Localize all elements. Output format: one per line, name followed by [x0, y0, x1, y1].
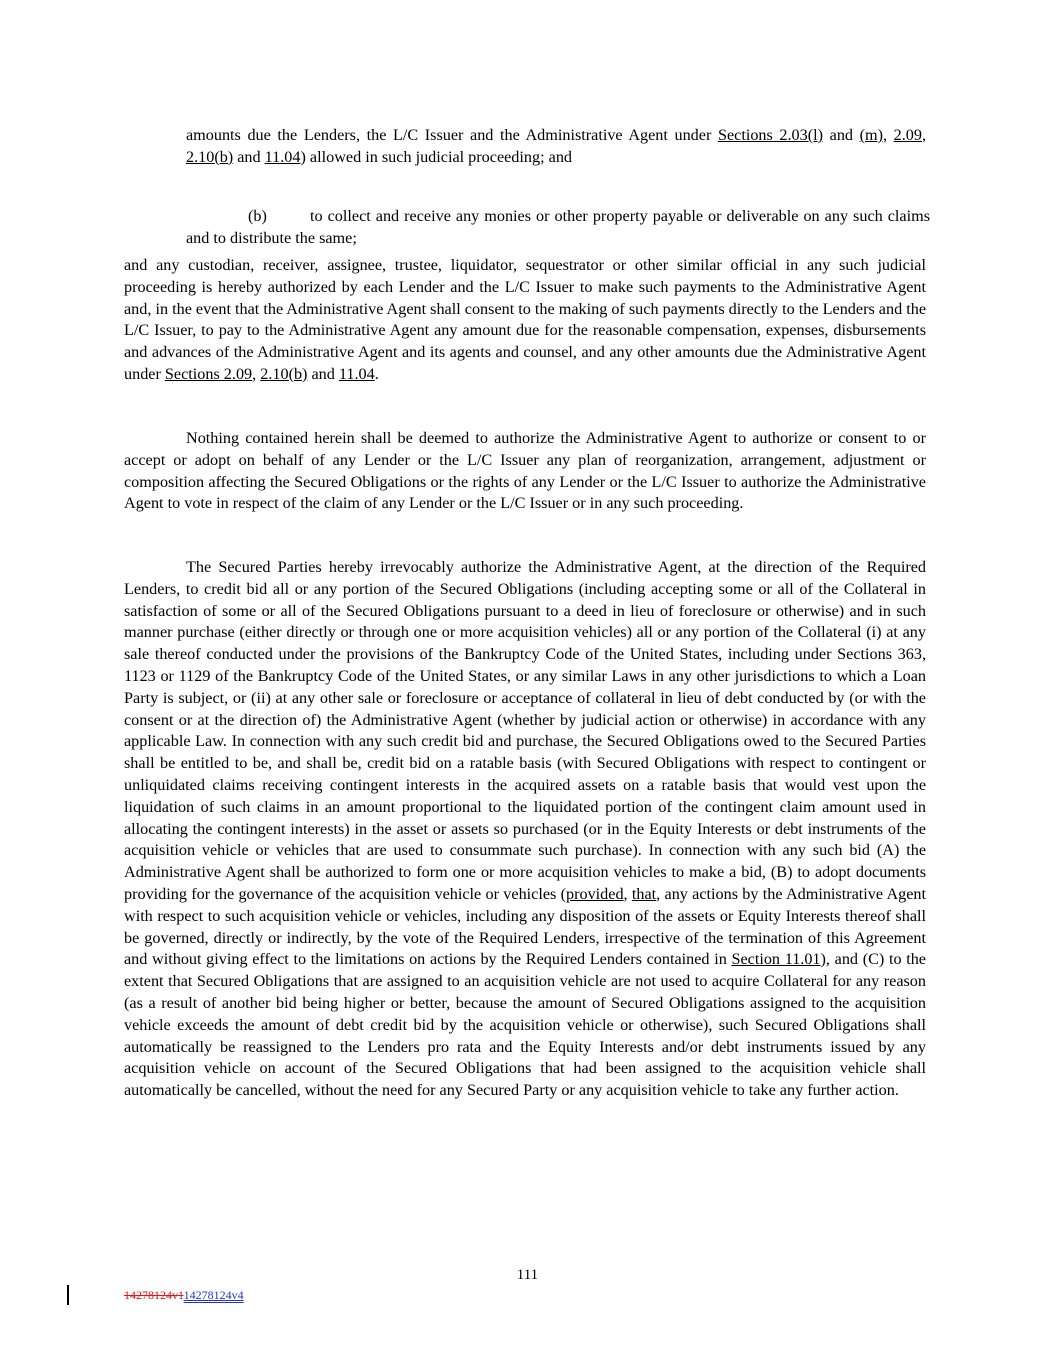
document-id: [124, 1288, 244, 1303]
clause-b-text: to collect and receive any monies or other property payable or deliverable on any such claims and to distribute the same;: [186, 207, 930, 247]
cross-reference-2-09: 2.09: [893, 126, 922, 144]
text-run: .: [374, 364, 379, 383]
cross-reference-11-04: 11.04: [264, 147, 301, 166]
cross-reference-section-11-01: Section 11.01: [731, 950, 821, 969]
text-run: The Secured Parties hereby irrevocably authorize the Administrative Agent, at the direction of the Required Lenders, to credit bid all or any portion of the Secured Obligations (including accepting some or all of the Collateral in satisfaction of some or all of the Secured Obligations pursuant to a deed in lieu of foreclosure or otherwise) and in such manner purchase (either directly or through one or more acquisition vehicles) all or any portion of the Collateral (i) at any sale thereof conducted under the provisions of the Bankruptcy Code of the United States, including under Sections 363, 1123 or 1129 of the Bankruptcy Code of the United States, or any similar Laws in any other jurisdictions to which a Loan Party is subject, or (ii) at any other sale or foreclosure or acceptance of collateral in lieu of debt conducted by (or with the consent or at the direction of) the Administrative Agent (whether by judicial action or otherwise) in accordance with any applicable Law. In connection with any such credit bid and purchase, the Secured Obligations owed to the Secured Parties shall be entitled to be, and shall be, credit bid on a ratable basis (with Secured Obligations with respect to contingent or unliquidated claims receiving contingent interests in the acquired assets on a ratable basis that would vest upon the liquidation of such claims in an amount proportional to the liquidated portion of the contingent claim amount used in allocating the contingent interests) in the asset or assets so purchased (or in the Equity Interests or debt instruments of the acquisition vehicle or vehicles that are used to consummate such purchase). In connection with any such bid (A) the Administrative Agent shall be authorized to form one or more acquisition vehicles to make a bid, (B) to adopt documents providing for the governance of the acquisition vehicle or vehicles (: [124, 558, 926, 903]
text-run: ) allowed in such judicial proceeding; and: [300, 147, 573, 166]
text-run: ,: [252, 364, 261, 383]
paragraph-credit-bid: [124, 557, 926, 1102]
text-run: and: [307, 364, 339, 383]
term-that: that: [631, 884, 657, 903]
text-run: and any custodian, receiver, assignee, trustee, liquidator, sequestrator or other similar official in any such judicial proceeding is hereby authorized by each Lender and the L/C Issuer to make such payments to the Administrative Agent and, in the event that the Administrative Agent shall consent to the making of such payments directly to the Lenders and the L/C Issuer, to pay to the Administrative Agent any amount due for the reasonable compensation, expenses, disbursements and advances of the Administrative Agent and its agents and counsel, and any other amounts due the Administrative Agent under: [124, 256, 926, 383]
text-run: ), and (C) to the extent that Secured Obligations that are assigned to an acquisition vehicle are not used to acquire Collateral for any reason (as a result of another bid being higher or better, because the amount of Secured Obligations assigned to the acquisition vehicle exceeds the amount of debt credit bid by the acquisition vehicle or otherwise), such Secured Obligations shall automatically be reassigned to the Lenders pro rata and the Equity Interests and/or debt instruments issued by any acquisition vehicle on account of the Secured Obligations that had been assigned to the acquisition vehicle shall automatically be cancelled, without the need for any Secured Party or any acquisition vehicle to take any further action.: [124, 950, 926, 1100]
change-bar: [67, 1285, 69, 1305]
text-run: Nothing contained herein shall be deemed to authorize the Administrative Agent to authorize or consent to or accept or adopt on behalf of any Lender or the L/C Issuer any plan of reorganization, arrangement, adjustment or composition affecting the Secured Obligations or the rights of any Lender or the L/C Issuer to authorize the Administrative Agent to vote in respect of the claim of any Lender or the L/C Issuer or in any such proceeding.: [124, 429, 926, 513]
cross-reference-2-10-b: 2.10(b): [260, 364, 308, 383]
text-run: , any actions by the Administrative Agent with respect to such acquisition vehicle or vehicles, including any disposition of the assets or Equity Interests thereof shall be governed, directly or indirectly, by the vote of the Required Lenders, irrespective of the termination of this Agreement and without giving effect to the limitations on actions by the Required Lenders contained in: [124, 884, 927, 969]
cross-reference-sections-2-03-l: Sections 2.03(l): [717, 126, 824, 144]
text-run: ,: [921, 126, 927, 144]
clause-label-b: (b): [248, 207, 267, 226]
cross-reference-m: (m): [859, 126, 883, 144]
document-id-inserted: 14278124v4: [183, 1288, 244, 1302]
cross-reference-2-10-b: 2.10(b): [186, 147, 234, 166]
page-number: 111: [516, 1267, 539, 1283]
cross-reference-11-04: 11.04: [338, 364, 375, 383]
paragraph-nothing-contained: [124, 428, 926, 515]
text-run: ,: [883, 126, 894, 144]
text-run: and: [823, 126, 860, 144]
cross-reference-sections-2-09: Sections 2.09: [164, 364, 253, 383]
text-run: amounts due the Lenders, the L/C Issuer and the Administrative Agent under: [186, 126, 718, 144]
document-id-deleted: 14278124v1: [124, 1288, 184, 1302]
text-run: ,: [623, 884, 632, 903]
paragraph-amounts-due: [186, 125, 926, 169]
term-provided: provided: [566, 884, 624, 903]
clause-b: [186, 206, 930, 250]
text-run: and: [233, 147, 265, 166]
paragraph-custodian-receiver: [124, 255, 926, 386]
